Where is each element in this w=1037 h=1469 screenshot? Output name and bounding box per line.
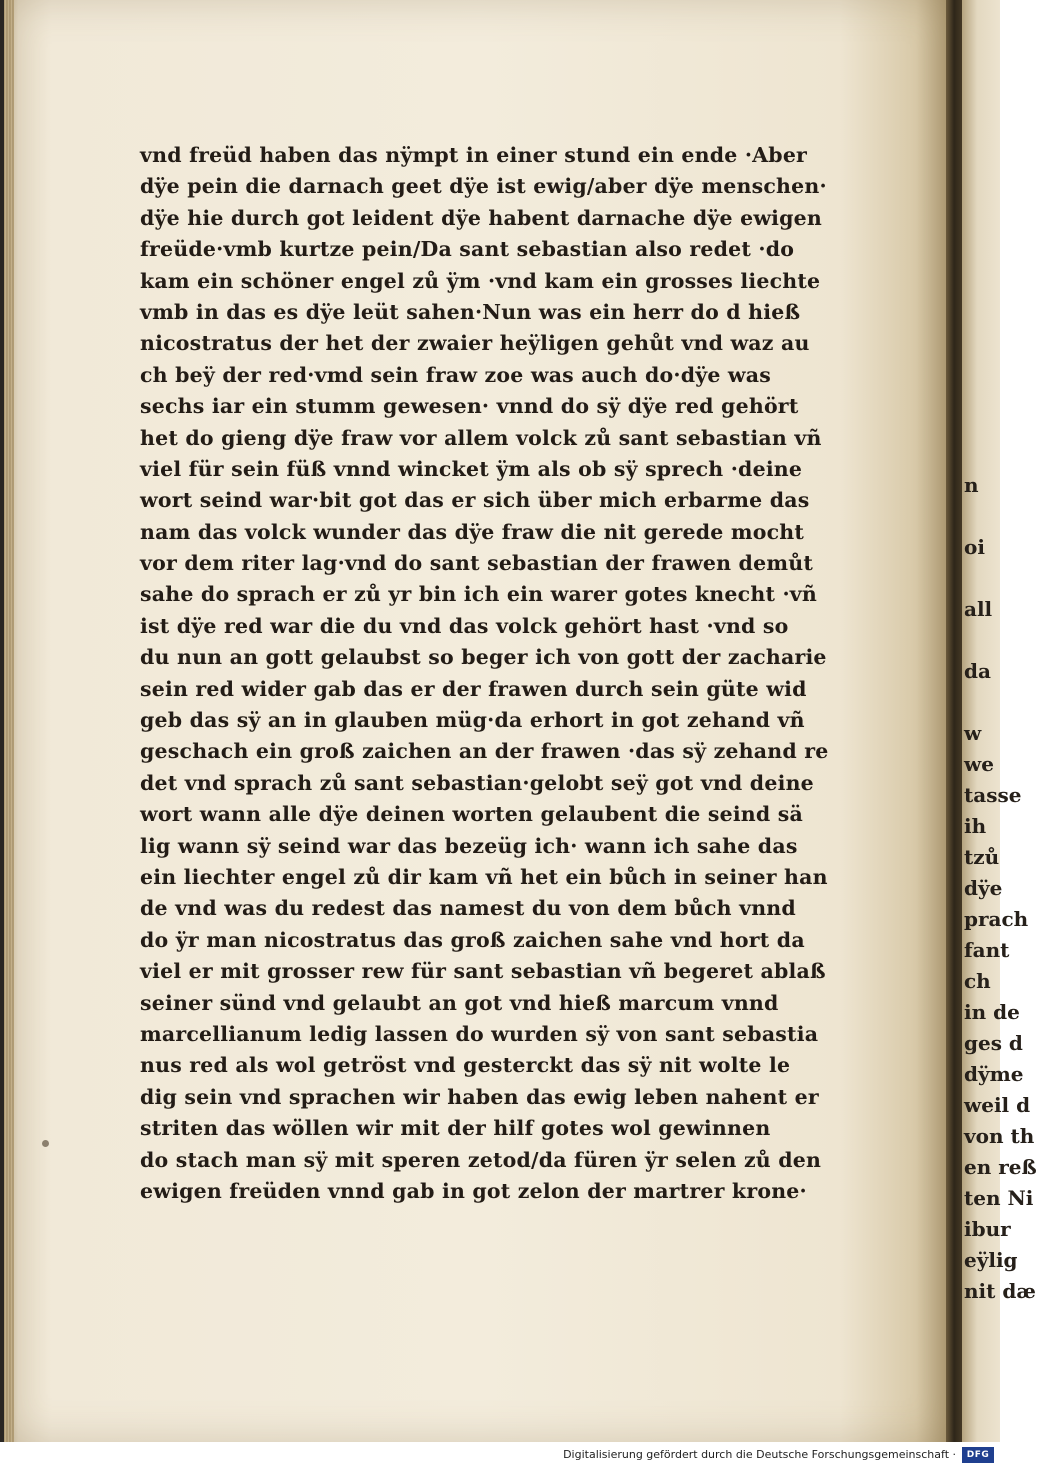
text-line: het do gieng dÿe fraw vor allem volck zů sant sebastian vñ: [140, 425, 822, 450]
fragment-line: prach: [964, 907, 1029, 931]
fragment-line: n: [964, 473, 979, 497]
text-line: sahe do sprach er zů yr bin ich ein warer gotes knecht ·vñ: [140, 582, 817, 607]
text-line: vmb in das es dÿe leüt sahen·Nun was ein herr do d hieß: [140, 299, 801, 324]
fragment-line: oi: [964, 535, 985, 559]
fragment-line: w: [964, 721, 982, 745]
fragment-line: ch: [964, 969, 991, 993]
text-line: ch beÿ der red·vmd sein fraw zoe was auch do·dÿe was: [140, 362, 772, 387]
text-line: geb das sÿ an in glauben müg·da erhort in got zehand vñ: [140, 708, 805, 733]
text-line: dÿe hie durch got leident dÿe habent darnache dÿe ewigen: [140, 205, 823, 230]
text-line: wort wann alle dÿe deinen worten gelaubent die seind sä: [140, 802, 804, 827]
fragment-line: ges d: [964, 1031, 1023, 1055]
text-line: sein red wider gab das er der frawen durch sein güte wid: [140, 676, 807, 701]
text-line: striten das wöllen wir mit der hilf gotes wol gewinnen: [140, 1116, 771, 1141]
text-line: vor dem riter lag·vnd do sant sebastian der frawen demůt: [140, 551, 813, 576]
fragment-line: dÿme: [964, 1062, 1024, 1086]
text-line: viel für sein füß vnnd wincket ÿm als ob sÿ sprech ·deine: [140, 456, 803, 481]
text-line: de vnd was du redest das namest du von dem bůch vnnd: [140, 896, 796, 921]
fragment-line: we: [964, 752, 994, 776]
text-line: nicostratus der het der zwaier heÿligen gehůt vnd waz au: [140, 331, 810, 356]
fragment-line: [964, 625, 1004, 656]
fragment-line: all: [964, 597, 993, 621]
text-line: marcellianum ledig lassen do wurden sÿ von sant sebastia: [140, 1021, 819, 1046]
text-line: nus red als wol getröst vnd gesterckt das sÿ nit wolte le: [140, 1053, 791, 1078]
fragment-line: en reß: [964, 1155, 1037, 1179]
fragment-line: dÿe: [964, 876, 1003, 900]
left-page: [4, 0, 954, 1442]
fragment-line: eÿlig: [964, 1248, 1018, 1272]
fragment-line: tzů: [964, 845, 1000, 869]
text-line: vnd freüd haben das nÿmpt in einer stund ein ende ·Aber: [140, 143, 808, 167]
text-line: dÿe pein die darnach geet dÿe ist ewig/aber dÿe menschen·: [140, 174, 827, 199]
fragment-line: ten Ni: [964, 1186, 1034, 1210]
fragment-line: in de: [964, 1000, 1020, 1024]
text-line: nam das volck wunder das dÿe fraw die nit gerede mocht: [140, 519, 805, 544]
text-line: ewigen freüden vnnd gab in got zelon der martrer krone·: [140, 1178, 807, 1203]
fragment-line: weil d: [964, 1093, 1031, 1117]
fragment-line: ih: [964, 814, 987, 838]
footer-bar: [0, 1442, 1000, 1469]
text-line: geschach ein groß zaichen an der frawen ·das sÿ zehand re: [140, 739, 829, 764]
text-line: sechs iar ein stumm gewesen· vnnd do sÿ dÿe red gehört: [140, 394, 799, 419]
dfg-logo-icon: DFG: [962, 1447, 994, 1463]
text-line: det vnd sprach zů sant sebastian·gelobt seÿ got vnd deine: [140, 770, 814, 795]
fragment-line: tasse: [964, 783, 1022, 807]
right-page-edge: [962, 0, 1037, 1442]
right-page-text-fragments: [964, 470, 1037, 1307]
text-line: do ÿr man nicostratus das groß zaichen sahe vnd hort da: [140, 927, 805, 952]
text-line: ist dÿe red war die du vnd das volck gehört hast ·vnd so: [140, 613, 789, 638]
fragment-line: [964, 563, 1004, 594]
text-line: ein liechter engel zů dir kam vñ het ein bůch in seiner han: [140, 864, 828, 889]
text-line: kam ein schöner engel zů ÿm ·vnd kam ein grosses liechte: [140, 268, 821, 293]
fragment-line: [964, 501, 1004, 532]
fragment-line: nit dæ: [964, 1279, 1036, 1303]
fragment-line: fant: [964, 938, 1010, 962]
fragment-line: [964, 687, 1004, 718]
text-line: do stach man sÿ mit speren zetod/da füren ÿr selen zů den: [140, 1147, 822, 1172]
funding-note: Digitalisierung gefördert durch die Deutsche Forschungsgemeinschaft ·: [563, 1448, 956, 1461]
text-line: du nun an gott gelaubst so beger ich von gott der zacharie: [140, 645, 827, 670]
text-line: freüde·vmb kurtze pein/Da sant sebastian also redet ·do: [140, 237, 795, 262]
page-edge: [4, 0, 14, 1442]
text-line: viel er mit grosser rew für sant sebastian vñ begeret ablaß: [140, 959, 826, 984]
text-line: wort seind war·bit got das er sich über mich erbarme das: [140, 488, 810, 513]
text-line: dig sein vnd sprachen wir haben das ewig leben nahent er: [140, 1084, 819, 1109]
text-line: seiner sünd vnd gelaubt an got vnd hieß marcum vnnd: [140, 990, 779, 1015]
ink-spot: [42, 1140, 49, 1147]
fragment-line: da: [964, 659, 991, 683]
text-line: lig wann sÿ seind war das bezeüg ich· wann ich sahe das: [140, 833, 798, 858]
fragment-line: von th: [964, 1124, 1035, 1148]
printed-text-block: [140, 140, 880, 1207]
fragment-line: ibur: [964, 1217, 1011, 1241]
